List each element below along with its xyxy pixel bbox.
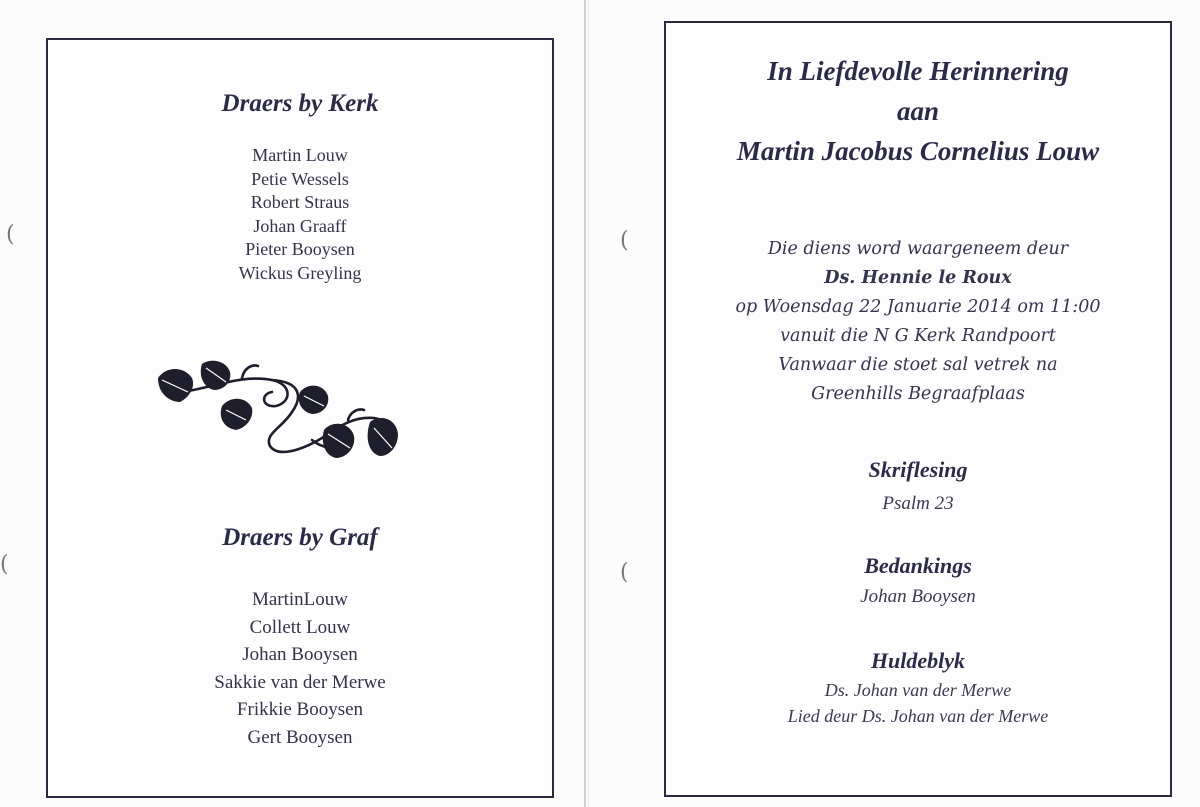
tribute-list bbox=[666, 677, 1170, 729]
grave-bearers-list bbox=[48, 586, 552, 751]
service-venue: vanuit die N G Kerk Randpoort bbox=[780, 326, 1056, 346]
page-fold-line bbox=[584, 0, 586, 807]
memorial-title bbox=[666, 51, 1170, 171]
service-date: op Woensdag 22 Januarie 2014 om 11:00 bbox=[735, 297, 1101, 317]
list-item: Robert Straus bbox=[250, 192, 350, 212]
list-item: Johan Booysen bbox=[242, 644, 358, 665]
list-item: Pieter Booysen bbox=[245, 239, 355, 259]
right-page-panel bbox=[664, 21, 1172, 797]
punch-hole-mark: ( bbox=[620, 228, 629, 253]
thanks-heading: Bedankings bbox=[864, 553, 972, 578]
tribute-heading: Huldeblyk bbox=[870, 648, 966, 673]
officiating-minister: Ds. Hennie le Roux bbox=[824, 268, 1012, 288]
thanks-text: Johan Booysen bbox=[860, 586, 976, 607]
list-item: Petie Wessels bbox=[251, 168, 349, 189]
tribute-line: Lied deur Ds. Johan van der Merwe bbox=[787, 706, 1049, 726]
church-bearers-list bbox=[48, 144, 552, 285]
service-details bbox=[666, 235, 1170, 409]
list-item: Wickus Greyling bbox=[238, 262, 362, 283]
punch-hole-mark: ( bbox=[6, 222, 15, 247]
list-item: Gert Booysen bbox=[247, 726, 353, 748]
tribute-line: Ds. Johan van der Merwe bbox=[824, 680, 1012, 700]
punch-hole-mark: ( bbox=[0, 552, 9, 577]
list-item: Johan Graaff bbox=[253, 215, 347, 236]
memorial-title-line: In Liefdevolle Herinnering bbox=[767, 56, 1069, 86]
church-bearers-heading: Draers by Kerk bbox=[221, 90, 379, 117]
page-fold-shadow bbox=[588, 0, 589, 807]
list-item: Sakkie van der Merwe bbox=[214, 671, 386, 693]
deceased-name: Martin Jacobus Cornelius Louw bbox=[736, 136, 1100, 166]
scripture-heading: Skriflesing bbox=[868, 457, 968, 482]
scripture-text: Psalm 23 bbox=[882, 493, 954, 514]
list-item: Collett Louw bbox=[249, 616, 351, 638]
procession-line: Vanwaar die stoet sal vetrek na bbox=[778, 355, 1058, 375]
service-intro: Die diens word waargeneem deur bbox=[767, 239, 1069, 259]
left-page-panel bbox=[46, 38, 554, 798]
list-item: MartinLouw bbox=[251, 589, 349, 610]
leaf-vine-ornament-icon bbox=[152, 358, 402, 466]
cemetery-name: Greenhills Begraafplaas bbox=[811, 384, 1025, 404]
grave-bearers-heading: Draers by Graf bbox=[222, 524, 378, 551]
memorial-title-line: aan bbox=[896, 96, 940, 126]
list-item: Martin Louw bbox=[252, 145, 348, 165]
list-item: Frikkie Booysen bbox=[236, 699, 364, 720]
punch-hole-mark: ( bbox=[620, 560, 629, 585]
